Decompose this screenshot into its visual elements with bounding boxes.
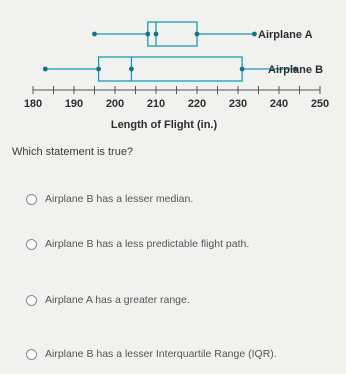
answer-option-label: Airplane B has a lesser median. <box>45 193 194 205</box>
airplane-a-max-point <box>252 32 257 37</box>
x-tick-label: 220 <box>187 98 207 110</box>
x-tick-label: 250 <box>310 98 330 110</box>
answer-option-label: Airplane B has a less predictable flight path. <box>45 238 250 250</box>
box-plot-chart <box>0 0 346 140</box>
airplane-a-q3-point <box>195 32 200 37</box>
answer-option-3[interactable] <box>26 294 190 306</box>
airplane-b-series-label: Airplane B <box>268 64 324 76</box>
radio-button[interactable] <box>26 295 37 306</box>
x-tick-label: 180 <box>23 98 43 110</box>
airplane-b-box-plot <box>43 57 323 81</box>
answer-option-label: Airplane B has a lesser Interquartile Range (IQR). <box>45 348 277 360</box>
x-tick-label: 210 <box>146 98 166 110</box>
x-tick-label: 230 <box>228 98 248 110</box>
airplane-a-box-plot <box>92 22 313 46</box>
x-tick-label: 200 <box>105 98 125 110</box>
radio-button[interactable] <box>26 349 37 360</box>
x-tick-label: 240 <box>269 98 289 110</box>
x-axis <box>24 86 329 110</box>
airplane-a-q1-point <box>145 32 150 37</box>
answer-option-2[interactable] <box>26 238 249 250</box>
airplane-b-iqr-box <box>99 57 243 81</box>
airplane-b-q3-point <box>240 67 245 72</box>
answer-option-1[interactable] <box>26 193 193 205</box>
airplane-b-median-point <box>129 67 134 72</box>
radio-button[interactable] <box>26 194 37 205</box>
airplane-b-min-point <box>43 67 48 72</box>
airplane-a-min-point <box>92 32 97 37</box>
airplane-a-median-point <box>154 32 159 37</box>
answer-option-4[interactable] <box>26 348 277 360</box>
box-plot-series-group <box>43 22 323 81</box>
x-tick-label: 190 <box>64 98 84 110</box>
answer-option-label: Airplane A has a greater range. <box>45 294 190 306</box>
radio-button[interactable] <box>26 239 37 250</box>
airplane-b-q1-point <box>96 67 101 72</box>
question-prompt: Which statement is true? <box>12 146 134 158</box>
x-axis-label: Length of Flight (in.) <box>110 119 218 131</box>
airplane-a-series-label: Airplane A <box>258 29 313 41</box>
